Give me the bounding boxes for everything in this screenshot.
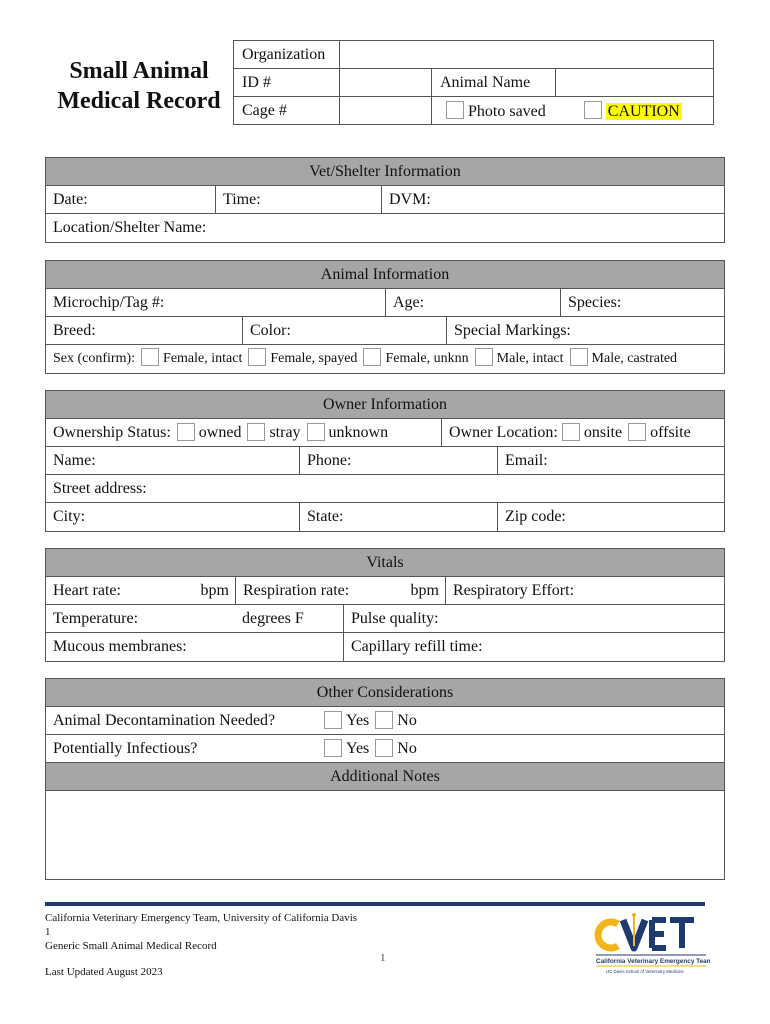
- heart-rate-label: Heart rate:: [53, 582, 121, 599]
- vitals-section: [45, 548, 725, 662]
- vitals-row-3: [46, 633, 724, 661]
- decontamination-row: [46, 707, 724, 735]
- temperature-label: Temperature:: [53, 610, 139, 627]
- sex-option-label: Male, intact: [496, 351, 564, 366]
- vitals-heading: Vitals: [46, 549, 724, 577]
- animal-row-1: [46, 289, 724, 317]
- decontamination-options: [318, 707, 417, 735]
- decontamination-field: [46, 707, 724, 735]
- footer-number: 1: [45, 926, 51, 938]
- cage-field[interactable]: [340, 97, 432, 125]
- offsite-checkbox[interactable]: [628, 423, 646, 441]
- footer-org: California Veterinary Emergency Team, University of California Davis: [45, 912, 358, 924]
- id-label: ID #: [234, 69, 340, 97]
- photo-saved-label: Photo saved: [468, 103, 546, 120]
- infectious-yes-checkbox[interactable]: [324, 739, 342, 757]
- infectious-label: Potentially Infectious?: [53, 740, 198, 757]
- stray-label: stray: [269, 424, 301, 441]
- yes-label: Yes: [346, 740, 370, 757]
- owned-label: owned: [198, 424, 242, 441]
- city-field[interactable]: City:: [46, 503, 300, 531]
- owned-checkbox[interactable]: [177, 423, 195, 441]
- sex-label: Sex (confirm):: [53, 351, 136, 366]
- sex-option-label: Female, intact: [163, 351, 243, 366]
- temperature-field[interactable]: [46, 605, 344, 633]
- age-field[interactable]: Age:: [386, 289, 561, 317]
- yes-label: Yes: [346, 712, 370, 729]
- additional-notes-heading: Additional Notes: [46, 763, 724, 791]
- temperature-unit: degrees F: [242, 610, 304, 627]
- owner-name-field[interactable]: Name:: [46, 447, 300, 475]
- onsite-label: onsite: [583, 424, 623, 441]
- vet-row-1: [46, 186, 724, 214]
- owner-phone-field[interactable]: Phone:: [300, 447, 498, 475]
- animal-name-field[interactable]: [556, 69, 714, 97]
- sex-female-unknown-checkbox[interactable]: [363, 348, 381, 366]
- infectious-no-checkbox[interactable]: [375, 739, 393, 757]
- page-title: Small Animal Medical Record: [57, 58, 221, 114]
- owner-location-label: Owner Location:: [449, 424, 558, 441]
- id-field[interactable]: [340, 69, 432, 97]
- sex-male-castrated-checkbox[interactable]: [570, 348, 588, 366]
- owner-location-field: [442, 419, 724, 447]
- record-header-table: [233, 40, 714, 125]
- ownership-status-field: [46, 419, 442, 447]
- stray-checkbox[interactable]: [247, 423, 265, 441]
- heart-rate-field[interactable]: [46, 577, 236, 605]
- heart-rate-unit: bpm: [200, 582, 229, 599]
- respiration-rate-field[interactable]: [236, 577, 446, 605]
- onsite-checkbox[interactable]: [562, 423, 580, 441]
- sex-male-intact-checkbox[interactable]: [475, 348, 493, 366]
- breed-field[interactable]: Breed:: [46, 317, 243, 345]
- sex-female-spayed-checkbox[interactable]: [248, 348, 266, 366]
- state-field[interactable]: State:: [300, 503, 498, 531]
- footer-divider: [45, 902, 705, 906]
- color-field[interactable]: Color:: [243, 317, 447, 345]
- logo-tagline: California Veterinary Emergency Team: [596, 958, 710, 965]
- photo-saved-checkbox[interactable]: [446, 101, 464, 119]
- footer-last-updated: Last Updated August 2023: [45, 966, 163, 978]
- animal-row-3: [46, 345, 724, 373]
- organization-label: Organization: [234, 41, 340, 69]
- infectious-field: [46, 735, 724, 763]
- sex-female-intact-checkbox[interactable]: [141, 348, 159, 366]
- location-shelter-field[interactable]: Location/Shelter Name:: [53, 219, 207, 236]
- dvm-field[interactable]: DVM:: [389, 191, 431, 208]
- mucous-membranes-field[interactable]: Mucous membranes:: [46, 633, 344, 661]
- no-label: No: [397, 740, 417, 757]
- animal-row-2: [46, 317, 724, 345]
- respiration-rate-label: Respiration rate:: [243, 582, 350, 599]
- vet-shelter-heading: Vet/Shelter Information: [46, 158, 724, 186]
- special-markings-field[interactable]: Special Markings:: [454, 322, 571, 339]
- sex-option-label: Female, spayed: [270, 351, 358, 366]
- logo-subtitle: UC Davis School of Veterinary Medicine: [606, 969, 684, 974]
- infectious-options: [318, 735, 417, 763]
- vitals-row-1: [46, 577, 724, 605]
- additional-notes-field[interactable]: [46, 791, 724, 879]
- photo-caution-cell: [432, 97, 714, 125]
- animal-info-section: [45, 260, 725, 374]
- owner-row-3: [46, 475, 724, 503]
- caution-checkbox[interactable]: [584, 101, 602, 119]
- decon-yes-checkbox[interactable]: [324, 711, 342, 729]
- time-field[interactable]: Time:: [216, 186, 382, 214]
- page-number: 1: [380, 952, 386, 964]
- respiration-rate-unit: bpm: [410, 582, 439, 599]
- street-address-field[interactable]: Street address:: [53, 480, 147, 497]
- species-field[interactable]: Species:: [568, 294, 622, 311]
- animal-name-label: Animal Name: [432, 69, 556, 97]
- owner-row-2: [46, 447, 724, 475]
- no-label: No: [397, 712, 417, 729]
- sex-option-label: Female, unknn: [385, 351, 469, 366]
- unknown-checkbox[interactable]: [307, 423, 325, 441]
- owner-email-field[interactable]: Email:: [505, 452, 548, 469]
- footer-doc-title: Generic Small Animal Medical Record: [45, 940, 217, 952]
- infectious-row: [46, 735, 724, 763]
- vet-row-2: [46, 214, 724, 242]
- other-considerations-heading: Other Considerations: [46, 679, 724, 707]
- decontamination-label: Animal Decontamination Needed?: [53, 712, 276, 729]
- owner-row-4: [46, 503, 724, 531]
- animal-info-heading: Animal Information: [46, 261, 724, 289]
- pulse-quality-field[interactable]: Pulse quality:: [351, 610, 439, 627]
- organization-field[interactable]: [340, 41, 714, 69]
- other-considerations-section: [45, 678, 725, 880]
- cvet-logo: [594, 912, 710, 974]
- sex-option-label: Male, castrated: [591, 351, 678, 366]
- sex-confirm-field: [46, 345, 724, 373]
- decon-no-checkbox[interactable]: [375, 711, 393, 729]
- date-field[interactable]: Date:: [46, 186, 216, 214]
- caution-label: CAUTION: [607, 103, 680, 120]
- zip-code-field[interactable]: Zip code:: [505, 508, 566, 525]
- microchip-field[interactable]: Microchip/Tag #:: [46, 289, 386, 317]
- owner-row-1: [46, 419, 724, 447]
- owner-info-heading: Owner Information: [46, 391, 724, 419]
- cage-label: Cage #: [234, 97, 340, 125]
- vet-shelter-section: [45, 157, 725, 243]
- owner-info-section: [45, 390, 725, 532]
- cvet-logo-graphic: [594, 912, 710, 974]
- vitals-row-2: [46, 605, 724, 633]
- capillary-refill-field[interactable]: Capillary refill time:: [351, 638, 483, 655]
- ownership-status-label: Ownership Status:: [53, 424, 171, 441]
- unknown-label: unknown: [328, 424, 389, 441]
- respiratory-effort-field[interactable]: Respiratory Effort:: [453, 582, 575, 599]
- offsite-label: offsite: [650, 424, 691, 441]
